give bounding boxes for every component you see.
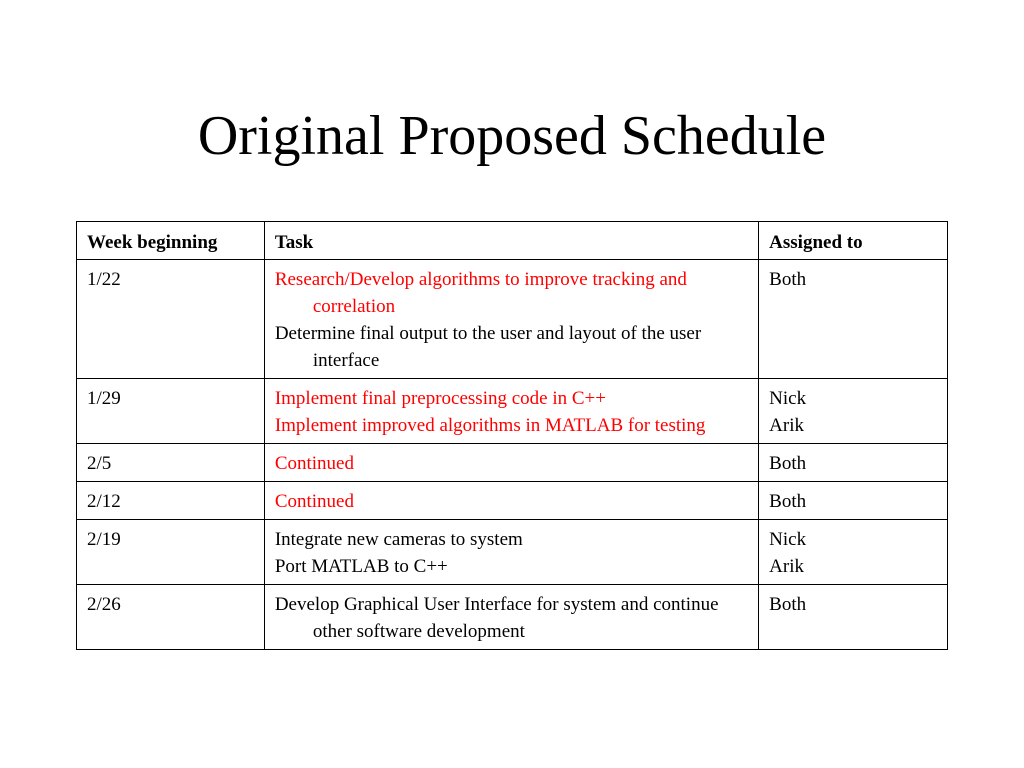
assigned-cell (759, 482, 948, 520)
assigned-cell (759, 585, 948, 650)
assignee: Arik (769, 415, 804, 436)
assignee: Both (769, 269, 807, 290)
week-cell: 2/26 (77, 585, 265, 650)
table-row (77, 482, 948, 520)
assigned-cell (759, 444, 948, 482)
assignee: Both (769, 594, 807, 615)
assignee: Nick (769, 388, 807, 409)
task-cell (264, 520, 758, 585)
task-line: Research/Develop algorithms to improve tracking and correlation (274, 269, 687, 317)
schedule-table (76, 221, 948, 650)
table-row (77, 585, 948, 650)
task-line: Continued (274, 453, 354, 474)
task-line: Determine final output to the user and layout of the user interface (274, 323, 702, 371)
week-cell: 2/19 (77, 520, 265, 585)
week-cell: 2/5 (77, 444, 265, 482)
header-week-beginning: Week beginning (77, 222, 265, 260)
task-cell (264, 585, 758, 650)
week-cell: 1/22 (77, 260, 265, 379)
task-cell (264, 260, 758, 379)
header-task: Task (264, 222, 758, 260)
assignee: Both (769, 491, 807, 512)
slide-title: Original Proposed Schedule (197, 105, 827, 167)
task-line: Continued (274, 491, 354, 512)
table-row (77, 260, 948, 379)
assigned-cell (759, 260, 948, 379)
table-header-row (77, 222, 948, 260)
header-assigned-to: Assigned to (759, 222, 948, 260)
table-row (77, 444, 948, 482)
table-row (77, 520, 948, 585)
assignee: Nick (769, 529, 807, 550)
task-line: Develop Graphical User Interface for system and continue other software development (274, 594, 719, 642)
week-cell: 2/12 (77, 482, 265, 520)
assignee: Arik (769, 556, 804, 577)
task-line: Implement final preprocessing code in C++ (274, 388, 606, 409)
task-cell (264, 444, 758, 482)
task-cell (264, 482, 758, 520)
assignee: Both (769, 453, 807, 474)
task-cell (264, 379, 758, 444)
assigned-cell (759, 379, 948, 444)
week-cell: 1/29 (77, 379, 265, 444)
task-line: Port MATLAB to C++ (274, 556, 448, 577)
task-line: Implement improved algorithms in MATLAB for testing (274, 415, 706, 436)
task-line: Integrate new cameras to system (274, 529, 523, 550)
assigned-cell (759, 520, 948, 585)
table-row (77, 379, 948, 444)
